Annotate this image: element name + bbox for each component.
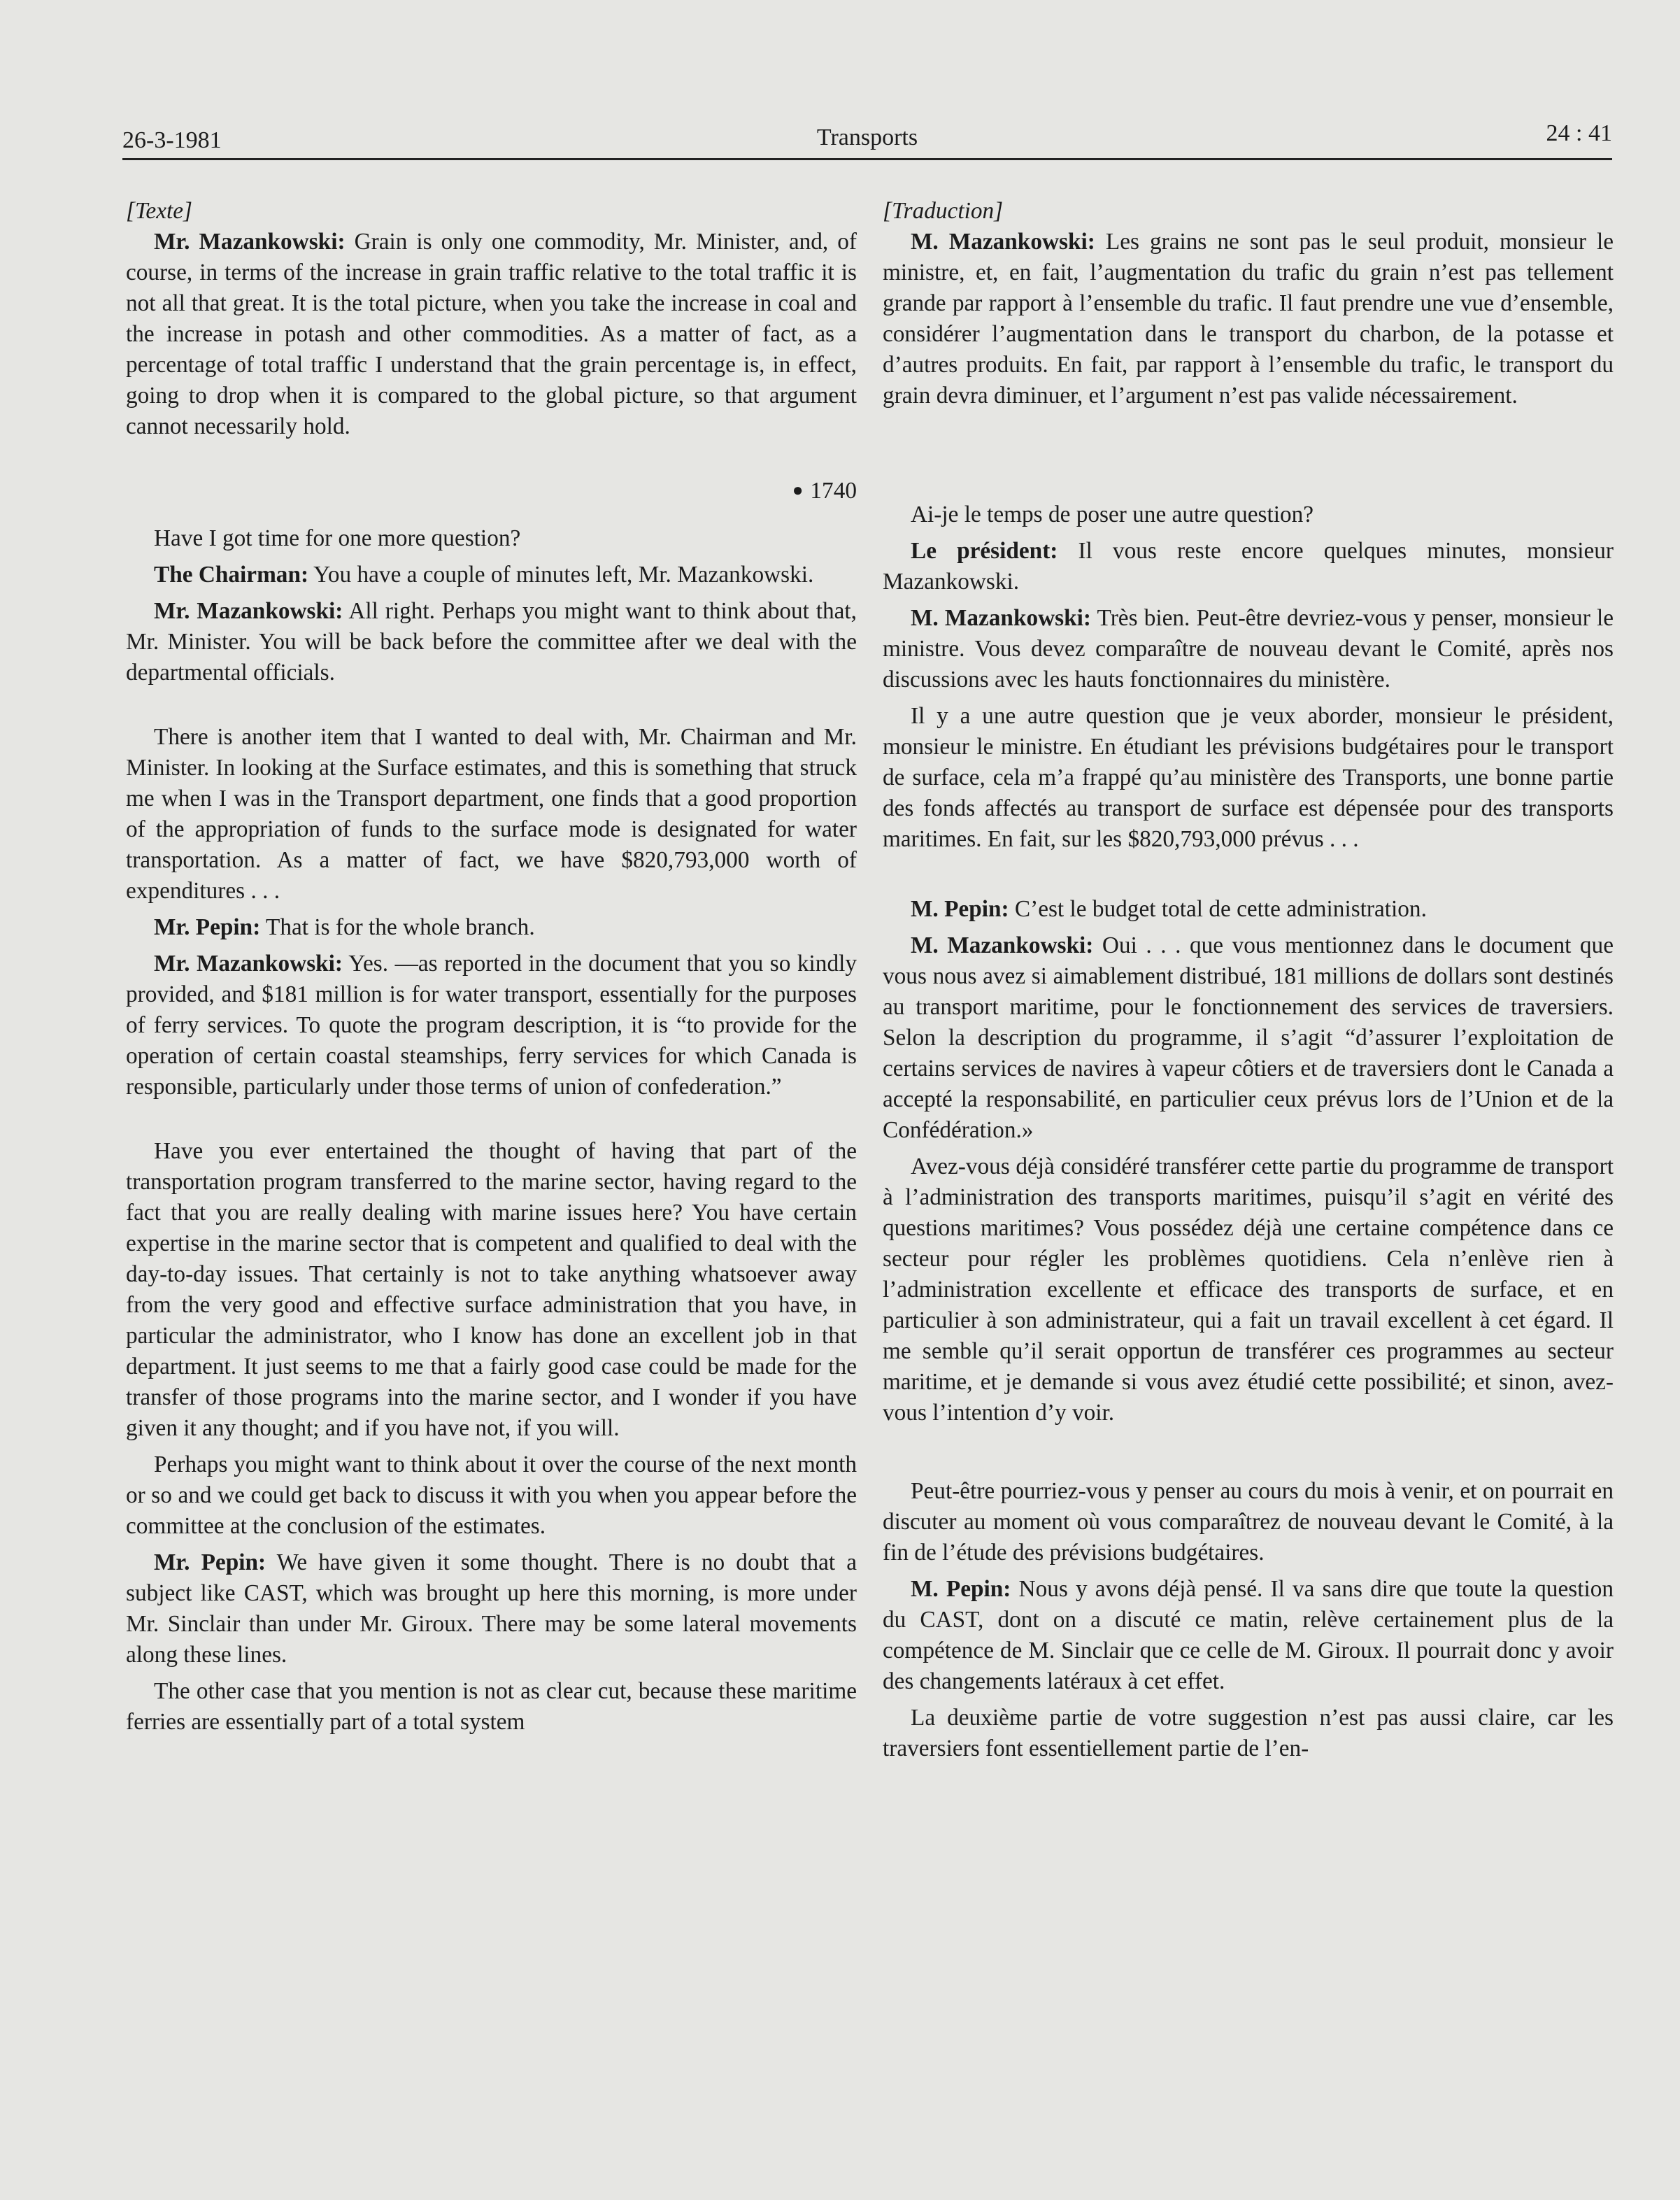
paragraph: Have I got time for one more question?	[154, 525, 521, 551]
header-date: 26-3-1981	[122, 127, 222, 153]
header-page-number: 24 : 41	[1546, 120, 1612, 146]
paragraph: Peut-être pourriez-vous y penser au cours du mois à venir, et on pourrait en discuter au moment où vous comparaîtrez de nouveau devant le Comité, à la fin de l’étude des prévisions budgétaires.	[883, 1478, 1614, 1566]
speaker-name: Mr. Mazankowski:	[154, 598, 343, 624]
speaker-name: The Chairman:	[154, 562, 309, 588]
paragraph: Mr. Pepin: We have given it some thought. There is no doubt that a subject like CAST, which was brought up here this morning, is more under Mr. Sinclair than under Mr. Giroux. There may be some lateral movements along these lines.	[126, 1549, 857, 1668]
speaker-name: M. Mazankowski:	[911, 605, 1091, 631]
paragraph: The other case that you mention is not as clear cut, because these maritime ferries are essentially part of a total system	[126, 1678, 857, 1735]
language-label: [Texte]	[126, 198, 192, 224]
speaker-name: Mr. Mazankowski:	[154, 951, 343, 977]
paragraph: Perhaps you might want to think about it over the course of the next month or so and we could get back to discuss it with you when you appear before the committee at the conclusion of the estimates.	[126, 1452, 857, 1539]
speaker-name: M. Pepin:	[911, 1576, 1011, 1602]
paragraph: Have you ever entertained the thought of having that part of the transportation program transferred to the marine sector, having regard to the fact that you are really dealing with marine issues here? You have certain expertise in the marine sector that is competent and qualified to deal with the day-to-day issues. That certainly is not to take anything whatsoever away from the very good and effective surface administration that you have, in particular the administrator, who I know has done an excellent job in that department. It just seems to me that a fairly good case could be made for the transfer of those programs into the marine sector, and I wonder if you have given it any thought; and if you have not, if you will.	[126, 1138, 857, 1441]
english-column	[126, 196, 857, 1738]
speaker-name: Le président:	[911, 538, 1058, 564]
speaker-name: M. Mazankowski:	[911, 229, 1095, 255]
paragraph: Mr. Mazankowski: All right. Perhaps you might want to think about that, Mr. Minister. You will be back before the committee after we deal with the departmental officials.	[126, 598, 857, 686]
paragraph: M. Pepin: C’est le budget total de cette administration.	[911, 896, 1427, 922]
paragraph: Ai-je le temps de poser une autre question?	[911, 502, 1314, 527]
paragraph: Avez-vous déjà considéré transférer cette partie du programme de transport à l’administration des transports maritimes, puisqu’il s’agit en vérité des questions maritimes? Vous possédez déjà une certaine compétence dans ce secteur pour régler les problèmes quotidiens. Cela n’enlève rien à l’administration excellente et efficace des transports de surface, et en particulier à son administrateur, qui a fait un travail excellent à cet égard. Il me semble qu’il serait opportun de transférer ces programmes au secteur maritime, et je demande si vous avez étudié cette possibilité; et sinon, avez-vous l’intention d’y voir.	[883, 1154, 1614, 1426]
speaker-name: Mr. Mazankowski:	[154, 229, 346, 255]
paragraph: Mr. Mazankowski: Yes. —as reported in the document that you so kindly provided, and $181 million is for water transport, essentially for the purposes of ferry services. To quote the program description, it is “to provide for the operation of certain coastal steamships, ferry services for which Canada is responsible, particularly under those terms of union of confederation.”	[126, 951, 857, 1100]
paragraph: M. Pepin: Nous y avons déjà pensé. Il va sans dire que toute la question du CAST, dont on a discuté ce matin, relève certainement plus de la compétence de M. Sinclair que ce celle de M. Giroux. Il pourrait donc y avoir des changements latéraux à cet effet.	[883, 1576, 1614, 1694]
paragraph: Mr. Pepin: That is for the whole branch.	[154, 914, 535, 940]
paragraph: Le président: Il vous reste encore quelques minutes, monsieur Mazankowski.	[883, 538, 1614, 595]
language-label: [Traduction]	[883, 198, 1004, 224]
paragraph: M. Mazankowski: Les grains ne sont pas le seul produit, monsieur le ministre, et, en fait, l’augmentation du trafic du grain n’est pas tellement grande par rapport à l’ensemble du trafic. Il faut prendre une vue d’ensemble, considérer l’augmentation dans le transport du charbon, de la potasse et d’autres produits. En fait, par rapport à l’ensemble du trafic, le transport du grain devra diminuer, et l’argument n’est pas valide nécessairement.	[883, 229, 1614, 409]
paragraph: M. Mazankowski: Oui . . . que vous mentionnez dans le document que vous nous avez si aimablement distribué, 181 millions de dollars sont destinés au transport maritime, pour le fonctionnement des services de traversiers. Selon la description du programme, il s’agit “d’assurer l’exploitation de certains services de navires à vapeur côtiers et de traversiers dont le Canada a accepté la responsabilité, en particulier ceux prévus lors de l’Union et de la Confédération.»	[883, 932, 1614, 1143]
speaker-name: Mr. Pepin:	[154, 1549, 266, 1575]
header-rule	[122, 158, 1612, 160]
bullet-icon: ●	[792, 480, 804, 500]
paragraph: Il y a une autre question que je veux aborder, monsieur le président, monsieur le ministre. En étudiant les prévisions budgétaires pour le transport de surface, cela m’a frappé qu’au ministère des Transports, une bonne partie des fonds affectés au transport de surface est dépensée pour des transports maritimes. En fait, sur les $820,793,000 prévus . . .	[883, 703, 1614, 852]
paragraph: The Chairman: You have a couple of minutes left, Mr. Mazankowski.	[154, 562, 814, 588]
paragraph: Mr. Mazankowski: Grain is only one commodity, Mr. Minister, and, of course, in terms of the increase in grain traffic relative to the total traffic it is not all that great. It is the total picture, when you take the increase in coal and the increase in potash and other commodities. As a matter of fact, as a percentage of total traffic I understand that the grain percentage is, in effect, going to drop when it is compared to the global picture, so that argument cannot necessarily hold.	[126, 229, 857, 439]
paragraph: La deuxième partie de votre suggestion n’est pas aussi claire, car les traversiers font essentiellement partie de l’en-	[883, 1705, 1614, 1761]
speaker-name: M. Pepin:	[911, 896, 1009, 922]
speaker-name: Mr. Pepin:	[154, 914, 261, 940]
header-title: Transports	[816, 125, 918, 150]
timestamp: ● 1740	[792, 478, 857, 504]
page-header	[122, 119, 1612, 161]
french-column	[883, 196, 1614, 1764]
paragraph: There is another item that I wanted to deal with, Mr. Chairman and Mr. Minister. In looking at the Surface estimates, and this is something that struck me when I was in the Transport department, one finds that a good proportion of the appropriation of funds to the surface mode is designated for water transportation. As a matter of fact, we have $820,793,000 worth of expenditures . . .	[126, 724, 857, 904]
speaker-name: M. Mazankowski:	[911, 932, 1094, 958]
paragraph: M. Mazankowski: Très bien. Peut-être devriez-vous y penser, monsieur le ministre. Vous devez comparaître de nouveau devant le Comité, après nos discussions avec les hauts fonctionnaires du ministère.	[883, 605, 1614, 693]
